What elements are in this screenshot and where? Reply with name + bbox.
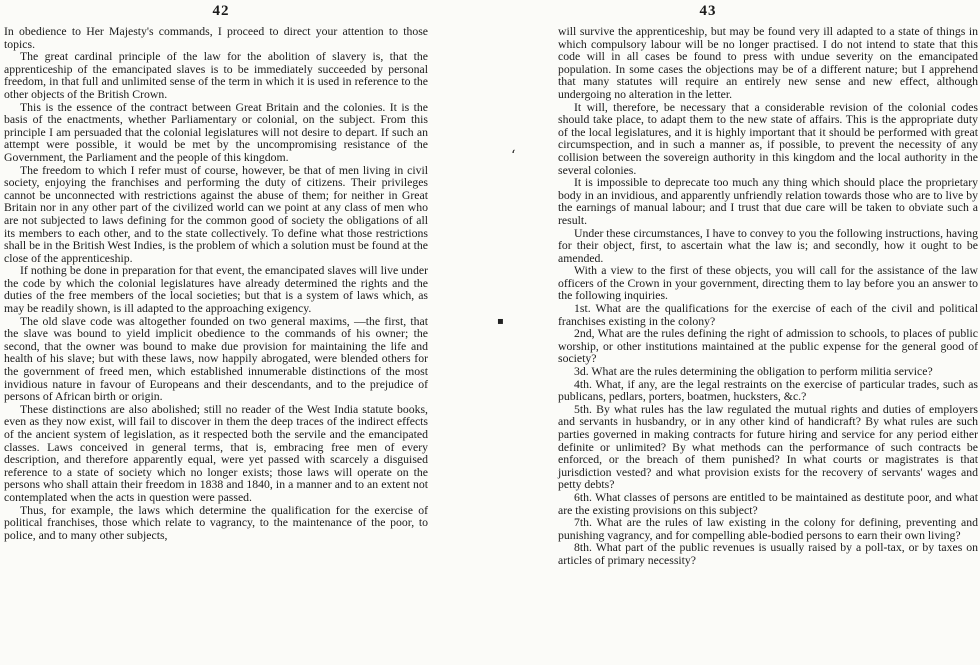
paragraph: In obedience to Her Majesty's commands, I proceed to direct your attention to those topics.	[4, 25, 428, 51]
paragraph: 1st. What are the qualifications for the exercise of each of the civil and political franchises existing in the colony?	[558, 302, 978, 328]
paragraph: 5th. By what rules has the law regulated the mutual rights and duties of employers and servants in husbandry, or in any other kind of handicraft? By what rules are such parties governed in making contracts for future hiring and service for any period either definite or unlimited? By what methods can the performance of such contracts be enforced, or the breach of them punished? In what courts or magistrates is that jurisdiction vested? and what provision exists for the recovery of servants' wages and petty debts?	[558, 402, 978, 492]
paragraph: With a view to the first of these objects, you will call for the assistance of the law officers of the Crown in your government, directing them to lay before you an answer to the following inquiries.	[558, 264, 978, 303]
gutter-ink-mark: ʻ	[511, 148, 516, 164]
paragraph: 4th. What, if any, are the legal restraints on the exercise of particular trades, such as publicans, pedlars, porters, boatmen, hucksters, &c.?	[558, 377, 978, 404]
left-page	[4, 0, 428, 665]
paragraph: will survive the apprenticeship, but may be found very ill adapted to a state of things in which compulsory labour will be no longer practised. I do not intend to state that this code will in all cases be found to press with undue severity on the emancipated population. In some cases the objections may be of a different nature; but I apprehend that many statutes will require an entirely new sense and new effect, although undergoing no alteration in the letter.	[558, 25, 978, 101]
paragraph: These distinctions are also abolished; still no reader of the West India statute books, even as they now exist, will fail to discover in them the deep traces of the indirect effects of the ancient system of legislation, as it respected both the servile and the emancipated classes. Laws conceived in general terms, that is, embracing free men of every description, and therefore apparently equal, were yet passed with scarcely a disguised reference to a state of society which no longer exists; those laws will operate on the persons who shall attain their freedom in 1838 and 1840, in a manner and to an extent not contemplated when the acts in question were passed.	[4, 402, 428, 504]
paragraph: The old slave code was altogether founded on two general maxims, —the first, that the slave was bound to yield implicit obedience to the commands of his owner; the second, that the owner was bound to make due provision for maintaining the life and health of his slave; but with these laws, now happily abrogated, were blended others for the government of freed men, which established innumerable distinctions of the most invidious nature in favour of Europeans and their descendants, and to the prejudice of persons of African birth or origin.	[4, 314, 428, 404]
paragraph: 6th. What classes of persons are entitled to be maintained as destitute poor, and what are the existing provisions on this subject?	[558, 490, 978, 517]
page-number: 43	[699, 3, 717, 19]
paragraph: Thus, for example, the laws which determine the qualification for the exercise of political franchises, those which relate to vagrancy, to the maintenance of the poor, to police, and to many other subjects,	[4, 503, 428, 542]
paragraph: Under these circumstances, I have to convey to you the following instructions, having for their object, first, to ascertain what the law is; and secondly, how it ought to be amended.	[558, 226, 978, 265]
paragraph: It will, therefore, be necessary that a considerable revision of the colonial codes should take place, to adapt them to the new state of affairs. This is the appropriate duty of the local legislatures, and it is highly important that it should be performed with great circumspection, and in such a manner as, if possible, to prevent the necessity of any collision between the sovereign authority in this kingdom and the local authority in the several colonies.	[558, 100, 978, 177]
paragraph: 7th. What are the rules of law existing in the colony for defining, preventing and punishing vagrancy, and for compelling able-bodied persons to earn their own living?	[558, 516, 978, 542]
paragraph: The freedom to which I refer must of course, however, be that of men living in civil society, enjoying the franchises and performing the duty of citizens. Their privileges cannot be unconnected with restrictions against the abuse of them; for neither in Great Britain nor in any other part of the civilized world can we point at any class of men who are not subjected to laws defining for the common good of society the obligations of all its members to each other, and to the state collectively. To define what those restrictions shall be in the British West Indies, is the problem of which a solution must be found at the close of the apprenticeship.	[4, 163, 428, 265]
gutter-ink-mark: ▪	[497, 316, 504, 327]
paragraph: If nothing be done in preparation for that event, the emancipated slaves will live under the code by which the colonial legislatures have already determined the rights and the duties of the free members of the local societies; but that is a system of laws which, as may be readily shown, is ill adapted to the approaching exigency.	[4, 264, 428, 316]
right-page	[558, 0, 978, 665]
paragraph: 3d. What are the rules determining the obligation to perform militia service?	[574, 365, 933, 379]
paragraph: This is the essence of the contract between Great Britain and the colonies. It is the basis of the enactments, whether Parliamentary or colonial, on the subject. From this principle I am persuaded that the colonial legislatures will not desire to depart. If such an attempt were possible, it would be met by the uncompromising resistance of the Government, the Parliament and the people of this kingdom.	[4, 100, 428, 164]
page-number: 42	[212, 3, 230, 19]
paragraph: 8th. What part of the public revenues is usually raised by a poll-tax, or by taxes on articles of primary necessity?	[558, 541, 978, 567]
paragraph: The great cardinal principle of the law for the abolition of slavery is, that the apprenticeship of the emancipated slaves is to be immediately succeeded by personal freedom, in that full and unlimited sense of the term in which it is used in reference to the other objects of the British Crown.	[4, 50, 428, 101]
paragraph: 2nd, What are the rules defining the right of admission to schools, to places of public worship, or other institutions maintained at the public expense for the general good of society?	[558, 327, 978, 366]
paragraph: It is impossible to deprecate too much any thing which should place the proprietary body in an invidious, and apparently unfriendly relation towards those who are to live by the earnings of manual labour; and I trust that due care will be taken to obviate such a result.	[558, 176, 978, 227]
